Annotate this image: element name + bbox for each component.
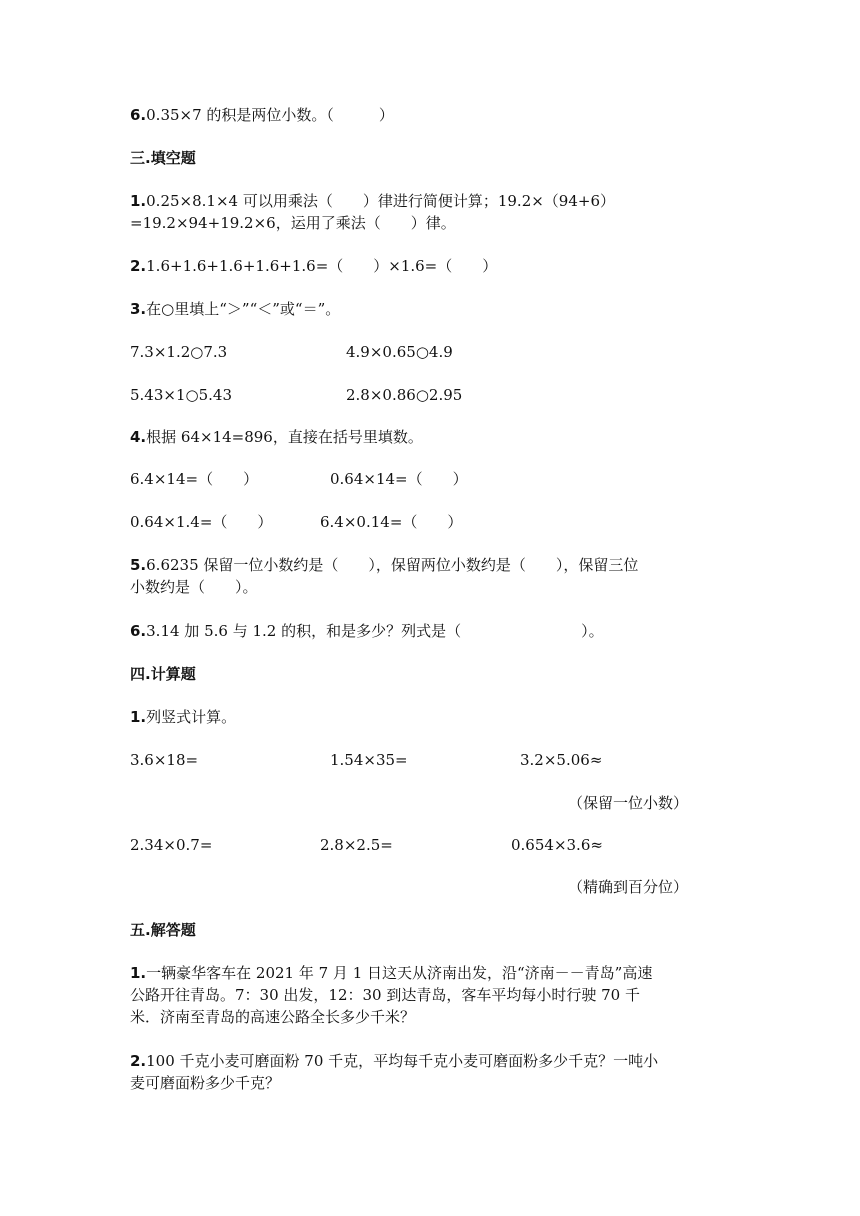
fill-question-5-line-1 (130, 554, 638, 576)
calc-item: 0.654×3.6≈ (511, 836, 603, 854)
calc-item: 2.34×0.7= (130, 836, 213, 854)
calc-item: 3.2×5.06≈ (520, 751, 603, 769)
section-heading-fill-in: 三.填空题 (130, 149, 196, 167)
fill-question-1-line-1 (130, 190, 615, 212)
fill-question-5-line-2: 小数约是（ ）。 (130, 578, 258, 596)
question-text: 3.14 加 5.6 与 1.2 的积，和是多少？列式是（ ）。 (146, 622, 604, 640)
fill-item: 0.64×14=（ ） (330, 470, 468, 488)
fill-question-2 (130, 255, 497, 277)
compare-item: 4.9×0.65○4.9 (346, 343, 453, 361)
question-number: 1. (130, 708, 147, 726)
question-number: 3. (130, 300, 147, 318)
calc-note: （精确到百分位） (568, 878, 689, 896)
question-number: 5. (130, 556, 147, 574)
question-number: 6. (130, 622, 147, 640)
question-text: 列竖式计算。 (146, 708, 237, 726)
section-heading-calculation: 四.计算题 (130, 665, 196, 683)
word-problem-1-line-1 (130, 962, 652, 984)
calc-item: 2.8×2.5= (320, 836, 393, 854)
question-text: 0.35×7 的积是两位小数。（ ） (146, 106, 394, 124)
question-text: 100 千克小麦可磨面粉 70 千克，平均每千克小麦可磨面粉多少千克？一吨小 (146, 1052, 659, 1070)
section-heading-word-problems: 五.解答题 (130, 921, 196, 939)
question-number: 4. (130, 428, 147, 446)
question-text: 根据 64×14=896，直接在括号里填数。 (146, 428, 423, 446)
word-problem-2-line-1 (130, 1050, 658, 1072)
word-problem-1-line-3: 米．济南至青岛的高速公路全长多少千米？ (130, 1008, 416, 1026)
calc-question-1 (130, 706, 236, 728)
question-number: 2. (130, 1052, 147, 1070)
word-problem-1-line-2: 公路开往青岛。7：30 出发，12：30 到达青岛，客车平均每小时行驶 70 千 (130, 986, 640, 1004)
calc-item: 1.54×35= (330, 751, 408, 769)
question-text: 在○里填上“＞”“＜”或“＝”。 (146, 300, 341, 318)
fill-item: 6.4×14=（ ） (130, 470, 259, 488)
question-text: 6.6235 保留一位小数约是（ ），保留两位小数约是（ ），保留三位 (146, 556, 639, 574)
calc-note: （保留一位小数） (568, 794, 689, 812)
compare-item: 5.43×1○5.43 (130, 386, 232, 404)
question-text: 1.6+1.6+1.6+1.6+1.6=（ ）×1.6=（ ） (146, 257, 498, 275)
question-number: 1. (130, 964, 147, 982)
compare-item: 7.3×1.2○7.3 (130, 343, 228, 361)
calc-item: 3.6×18= (130, 751, 199, 769)
fill-item: 0.64×1.4=（ ） (130, 513, 273, 531)
fill-item: 6.4×0.14=（ ） (320, 513, 463, 531)
question-number: 2. (130, 257, 147, 275)
question-number: 6. (130, 106, 147, 124)
question-text: 一辆豪华客车在 2021 年 7 月 1 日这天从济南出发，沿“济南－－青岛”高速 (146, 964, 653, 982)
question-number: 1. (130, 192, 147, 210)
fill-question-3 (130, 298, 340, 320)
fill-question-4 (130, 426, 423, 448)
question-6-judgement (130, 104, 394, 126)
fill-question-6 (130, 620, 604, 642)
compare-item: 2.8×0.86○2.95 (346, 386, 463, 404)
question-text: 0.25×8.1×4 可以用乘法（ ）律进行简便计算；19.2×（94+6） (146, 192, 616, 210)
word-problem-2-line-2: 麦可磨面粉多少千克？ (130, 1074, 281, 1092)
fill-question-1-line-2: =19.2×94+19.2×6，运用了乘法（ ）律。 (130, 214, 456, 232)
